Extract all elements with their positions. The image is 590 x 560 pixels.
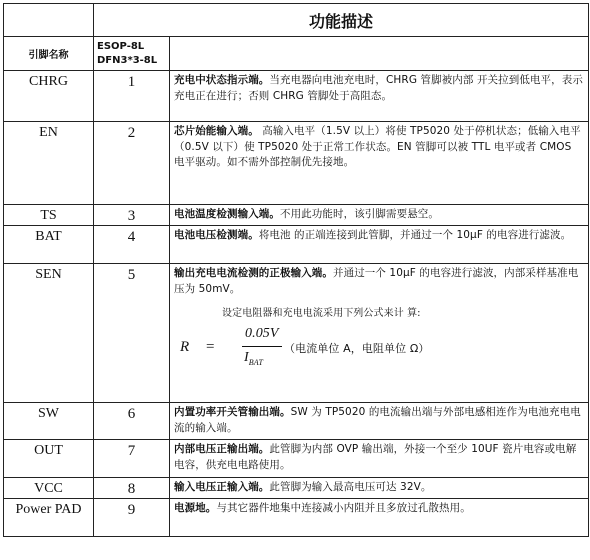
resistor-formula — [174, 324, 585, 382]
pin-number: 4 — [94, 226, 170, 264]
description-lead: 充电中状态指示端。 — [174, 74, 270, 86]
pin-name: Power PAD — [4, 499, 94, 537]
description-lead: 内置功率开关管输出端。 — [174, 406, 291, 418]
package-line-1: ESOP-8L — [97, 41, 145, 52]
pin-description — [170, 71, 589, 122]
pin-number: 7 — [94, 440, 170, 478]
description-text: 此管脚为输入最高电压可达 32V。 — [269, 481, 432, 493]
description-text: SW 为 TP5020 的电流输出端与外部电感相连作为电池充电电流的输入端。 — [174, 406, 581, 434]
description-text: 此管脚为内部 OVP 输出端，外接一个至少 10UF 瓷片电容或电解电容，供充电电路使用。 — [174, 443, 577, 471]
pin-description — [170, 226, 589, 264]
pin-name: SW — [4, 403, 94, 440]
pin-description — [170, 403, 589, 440]
description-text: 高输入电平（1.5V 以上）将使 TP5020 处于停机状态；低输入电平（0.5V 以下）使 TP5020 处于正常工作状态。EN 管脚可以被 TTL 电平或者 CMOS 电平驱动。如不需外部控制优先接地。 — [174, 125, 581, 168]
table-row — [4, 205, 589, 226]
denominator-subscript: BAT — [248, 357, 263, 367]
formula-units: （电流单位 A，电阻单位 Ω） — [284, 341, 430, 355]
description-text: 并通过一个 10μF 的电容进行滤波，内部采样基准电压为 50mV。 — [174, 267, 579, 295]
table-row — [4, 122, 589, 205]
formula-equals: = — [206, 338, 215, 355]
description-lead: 输入电压正输入端。 — [174, 481, 270, 493]
pin-description — [170, 440, 589, 478]
description-text: 将电池 的正端连接到此管脚，并通过一个 10μF 的电容进行滤波。 — [258, 229, 572, 241]
pin-name: VCC — [4, 478, 94, 499]
pin-name: BAT — [4, 226, 94, 264]
pin-function-table — [3, 3, 589, 537]
table-row — [4, 71, 589, 122]
table-row — [4, 499, 589, 537]
pin-number: 6 — [94, 403, 170, 440]
pin-number: 8 — [94, 478, 170, 499]
package-header — [94, 37, 170, 71]
pin-number: 1 — [94, 71, 170, 122]
table-row — [4, 440, 589, 478]
table-row — [4, 403, 589, 440]
pin-number: 3 — [94, 205, 170, 226]
pin-name: OUT — [4, 440, 94, 478]
description-lead: 电池电压检测端。 — [174, 229, 259, 241]
package-line-2: DFN3*3-8L — [97, 55, 158, 66]
description-lead: 电源地。 — [174, 502, 217, 514]
pin-name: TS — [4, 205, 94, 226]
table-row — [4, 478, 589, 499]
description-text: 不用此功能时，该引脚需要悬空。 — [280, 208, 439, 220]
pin-name: SEN — [4, 264, 94, 403]
pin-description — [170, 478, 589, 499]
table-row — [4, 226, 589, 264]
formula-denominator — [244, 350, 263, 370]
fraction-bar — [242, 346, 282, 347]
title-row — [4, 4, 589, 37]
table-row — [4, 264, 589, 403]
header-row — [4, 37, 589, 71]
description-text: 当充电器向电池充电时，CHRG 管脚被内部 开关拉到低电平，表示充电正在进行；否则 CHRG 管脚处于高阻态。 — [174, 74, 583, 102]
pin-number: 5 — [94, 264, 170, 403]
pin-name-header: 引脚名称 — [4, 37, 94, 71]
denominator-symbol: I — [244, 349, 249, 365]
description-lead: 内部电压正输出端。 — [174, 443, 270, 455]
formula-note: 设定电阻器和充电电流采用下列公式来计 算: — [222, 308, 421, 319]
pin-number: 2 — [94, 122, 170, 205]
formula-lhs: R — [180, 338, 190, 355]
pin-name: EN — [4, 122, 94, 205]
pin-description — [170, 205, 589, 226]
description-text: 与其它器件地集中连接减小内阻并且多放过孔散热用。 — [216, 502, 471, 514]
pin-description — [170, 499, 589, 537]
description-lead: 芯片始能输入端。 — [174, 125, 259, 137]
pin-number: 9 — [94, 499, 170, 537]
pin-name: CHRG — [4, 71, 94, 122]
table-title: 功能描述 — [94, 4, 589, 37]
description-lead: 输出充电电流检测的正极输入端。 — [174, 267, 333, 279]
pin-description — [170, 122, 589, 205]
description-lead: 电池温度检测输入端。 — [174, 208, 280, 220]
pin-description — [170, 264, 589, 403]
formula-numerator: 0.05V — [245, 325, 279, 341]
